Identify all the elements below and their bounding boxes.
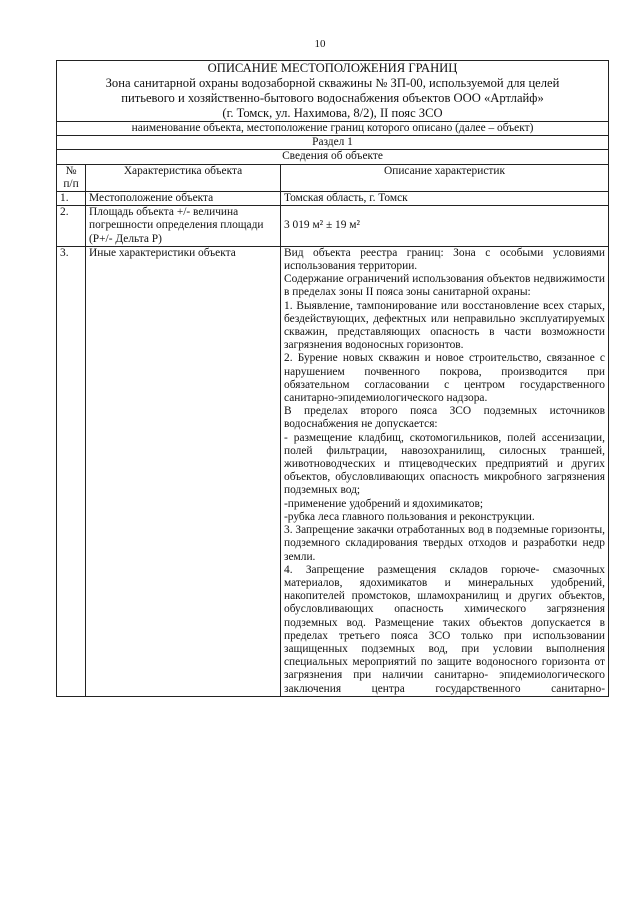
row-description: 3 019 м² ± 19 м²: [281, 206, 609, 247]
document-header: [57, 61, 609, 122]
section-number: Раздел 1: [57, 136, 609, 150]
table-row: [57, 246, 609, 696]
row-characteristic: Местоположение объекта: [86, 192, 281, 206]
row-number: 2.: [57, 206, 86, 247]
description-paragraph: 1. Выявление, тампонирование или восстановление всех старых, бездействующих, дефектных или неправильно эксплуатируемых скважин, представляющих опасность в части возможности загрязнения водоносных горизонтов.: [284, 299, 605, 352]
section-title: Сведения об объекте: [57, 150, 609, 164]
description-paragraph: -рубка леса главного пользования и реконструкции.: [284, 510, 535, 523]
table-row: [57, 206, 609, 247]
description-paragraph: Содержание ограничений использования объектов недвижимости в пределах зоны II пояса зоны санитарной охраны:: [284, 273, 605, 299]
row-number: 3.: [57, 246, 86, 696]
description-paragraph: 2. Бурение новых скважин и новое строительство, связанное с нарушением почвенного покрова, производится при обязательном согласовании с центром государственного санитарно-эпидемиологического надзора.: [284, 352, 605, 405]
description-paragraph: -применение удобрений и ядохимикатов;: [284, 497, 484, 510]
page-number: 10: [314, 38, 326, 50]
column-header-description: Описание характеристик: [281, 164, 609, 191]
table-header-row: [57, 164, 609, 191]
description-paragraph: 3. Запрещение закачки отработанных вод в подземные горизонты, подземного складирования твердых отходов и разработки недр земли.: [284, 524, 605, 563]
table-row: [57, 192, 609, 206]
zone-name-line-2: питьевого и хозяйственно-бытового водоснабжения объектов ООО «Артлайф»: [121, 91, 544, 105]
column-header-num: № п/п: [57, 164, 86, 191]
row-characteristic: Иные характеристики объекта: [86, 246, 281, 696]
row-description: Томская область, г. Томск: [281, 192, 609, 206]
row-number: 1.: [57, 192, 86, 206]
zone-name-line-1: Зона санитарной охраны водозаборной скважины № ЗП-00, используемой для целей: [105, 76, 560, 90]
zone-name-line-3: (г. Томск, ул. Нахимова, 8/2), II пояс ЗСО: [222, 106, 443, 120]
column-header-characteristic: Характеристика объекта: [86, 164, 281, 191]
object-note: наименование объекта, местоположение границ которого описано (далее – объект): [57, 122, 609, 136]
row-characteristic: Площадь объекта +/- величина погрешности определения площади (Р+/- Дельта Р): [86, 206, 281, 247]
description-paragraph: В пределах второго пояса ЗСО подземных источников водоснабжения не допускается:: [284, 405, 605, 431]
object-description-table: [56, 60, 609, 697]
row-description: [281, 246, 609, 696]
description-paragraph: 4. Запрещение размещения складов горюче- смазочных материалов, ядохимикатов и минеральных удобрений, накопителей промстоков, шламохранилищ и других объектов, обусловливающих опасность химического загрязнения подземных вод. Размещение таких объектов допускается в пределах третьего пояса ЗСО только при использовании защищенных подземных вод, при условии выполнения специальных мероприятий по защите водоносного горизонта от загрязнения при наличии санитарно- эпидемиологического заключения центра государственного санитарно-: [284, 563, 605, 695]
document-title: ОПИСАНИЕ МЕСТОПОЛОЖЕНИЯ ГРАНИЦ: [207, 61, 458, 75]
description-paragraph: - размещение кладбищ, скотомогильников, полей ассенизации, полей фильтрации, навозохранилищ, силосных траншей, животноводческих и птицеводческих предприятий и других объектов, обусловливающих опасность микробного загрязнения подземных вод;: [284, 431, 605, 497]
description-paragraph: Вид объекта реестра границ: Зона с особыми условиями использования территории.: [284, 246, 605, 273]
